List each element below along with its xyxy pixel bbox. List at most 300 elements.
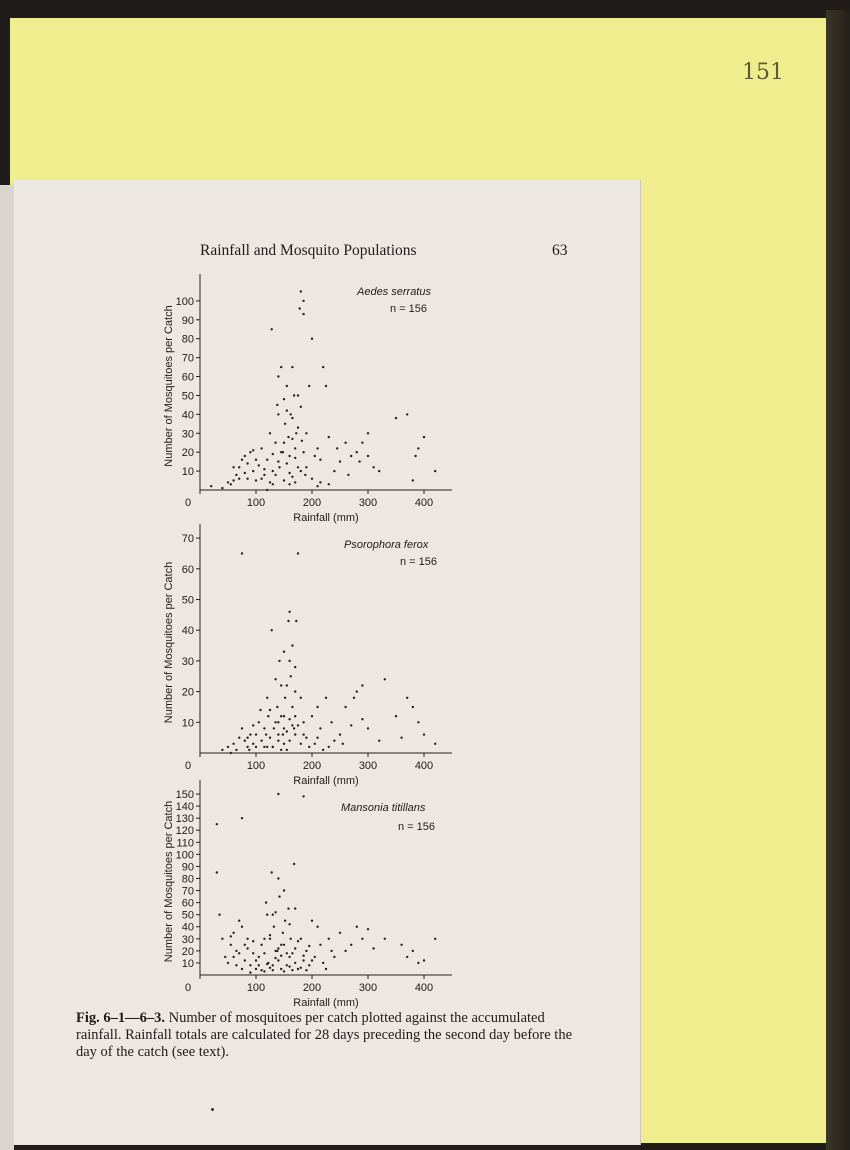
data-point [308, 385, 310, 387]
data-point [263, 746, 265, 748]
data-point [328, 938, 330, 940]
data-point [350, 455, 352, 457]
data-point [290, 413, 292, 415]
data-point [305, 432, 307, 434]
data-point [252, 470, 254, 472]
data-point [227, 481, 229, 483]
data-point [249, 451, 251, 453]
data-point [284, 697, 286, 699]
y-tick-label: 20 [181, 945, 194, 958]
data-point [325, 697, 327, 699]
data-point [235, 964, 237, 966]
data-point [269, 709, 271, 711]
data-point [260, 447, 262, 449]
data-point [297, 466, 299, 468]
data-point [241, 552, 243, 554]
data-point [302, 721, 304, 723]
data-point [283, 398, 285, 400]
data-point [293, 394, 295, 396]
data-point [423, 959, 425, 961]
data-point [266, 746, 268, 748]
data-point [277, 375, 279, 377]
paper-speck [211, 1108, 214, 1111]
data-point [280, 366, 282, 368]
data-point [280, 944, 282, 946]
data-point [266, 459, 268, 461]
data-point [300, 470, 302, 472]
data-point [356, 690, 358, 692]
data-point [305, 969, 307, 971]
data-point [230, 752, 232, 754]
data-point [342, 743, 344, 745]
data-point [221, 749, 223, 751]
x-axis-label: Rainfall (mm) [293, 775, 359, 787]
data-point [286, 385, 288, 387]
data-point [344, 950, 346, 952]
data-point [271, 629, 273, 631]
data-point [246, 947, 248, 949]
data-point [263, 474, 265, 476]
data-point [277, 740, 279, 742]
data-point [311, 478, 313, 480]
data-point [302, 300, 304, 302]
x-tick-label: 200 [302, 982, 322, 994]
data-point [297, 552, 299, 554]
data-point [302, 959, 304, 961]
data-point [244, 455, 246, 457]
data-point [291, 644, 293, 646]
y-tick-label: 60 [181, 371, 194, 384]
data-point [412, 706, 414, 708]
y-tick-label: 150 [175, 789, 194, 802]
data-point [280, 451, 282, 453]
data-point [266, 697, 268, 699]
data-point [246, 737, 248, 739]
data-point [297, 940, 299, 942]
x-tick-label: 100 [246, 760, 266, 772]
data-point [291, 969, 293, 971]
data-point [400, 737, 402, 739]
data-point [232, 466, 234, 468]
data-point [395, 417, 397, 419]
data-point [272, 483, 274, 485]
data-point [232, 956, 234, 958]
data-point [266, 963, 268, 965]
data-point [277, 413, 279, 415]
scatter-panel-1 [163, 274, 452, 524]
data-point [412, 479, 414, 481]
data-point [288, 483, 290, 485]
data-point [288, 965, 290, 967]
data-point [294, 481, 296, 483]
y-tick-label: 50 [181, 594, 194, 607]
data-point [308, 746, 310, 748]
data-point [367, 727, 369, 729]
data-point [283, 715, 285, 717]
data-point [291, 417, 293, 419]
data-point [322, 962, 324, 964]
data-point [311, 338, 313, 340]
data-point [361, 718, 363, 720]
data-point [305, 737, 307, 739]
data-point [277, 793, 279, 795]
data-point [274, 950, 276, 952]
data-point [216, 823, 218, 825]
data-point [244, 740, 246, 742]
data-point [249, 971, 251, 973]
y-tick-label: 60 [181, 563, 194, 576]
y-tick-label: 10 [181, 466, 194, 479]
data-point [356, 451, 358, 453]
data-point [284, 920, 286, 922]
data-point [297, 724, 299, 726]
data-point [272, 470, 274, 472]
data-point [378, 470, 380, 472]
data-point [311, 715, 313, 717]
data-point [269, 934, 271, 936]
data-point [293, 863, 295, 865]
data-point [255, 459, 257, 461]
data-point [277, 877, 279, 879]
data-point [271, 328, 273, 330]
data-point [372, 947, 374, 949]
data-point [300, 406, 302, 408]
data-point [304, 474, 306, 476]
data-point [293, 727, 295, 729]
data-point [267, 715, 269, 717]
data-point [353, 697, 355, 699]
data-point [283, 944, 285, 946]
data-point [280, 749, 282, 751]
data-point [330, 950, 332, 952]
data-point [288, 455, 290, 457]
data-point [274, 911, 276, 913]
data-point [314, 455, 316, 457]
y-tick-label: 50 [181, 390, 194, 403]
data-point [258, 956, 260, 958]
data-point [241, 926, 243, 928]
x-tick-label: 300 [358, 982, 378, 994]
data-point [319, 944, 321, 946]
data-point [311, 920, 313, 922]
data-point [291, 706, 293, 708]
data-point [291, 952, 293, 954]
data-point [260, 740, 262, 742]
x-tick-label: 300 [358, 497, 378, 509]
data-point [294, 447, 296, 449]
data-point [412, 950, 414, 952]
data-point [339, 733, 341, 735]
data-point [302, 451, 304, 453]
data-point [302, 733, 304, 735]
data-point [350, 724, 352, 726]
data-point [274, 474, 276, 476]
data-point [417, 962, 419, 964]
data-point [274, 721, 276, 723]
x-tick-label: 400 [414, 760, 434, 772]
data-point [288, 740, 290, 742]
data-point [255, 746, 257, 748]
data-point [325, 385, 327, 387]
data-point [280, 684, 282, 686]
data-point [263, 938, 265, 940]
data-point [406, 697, 408, 699]
paper-page [14, 180, 640, 1145]
data-point [277, 959, 279, 961]
data-point [417, 721, 419, 723]
sample-size-annotation: n = 156 [390, 303, 428, 315]
data-point [221, 487, 223, 489]
y-tick-label: 140 [175, 801, 194, 814]
y-tick-label: 30 [181, 933, 194, 946]
x-tick-label: 300 [358, 760, 378, 772]
data-point [288, 923, 290, 925]
y-tick-label: 40 [181, 921, 194, 934]
scatter-panel-2 [163, 524, 452, 787]
data-point [278, 466, 280, 468]
data-point [395, 715, 397, 717]
y-tick-label: 100 [175, 849, 194, 862]
data-point [230, 483, 232, 485]
data-point [258, 721, 260, 723]
data-point [258, 964, 260, 966]
y-tick-label: 70 [181, 885, 194, 898]
data-point [291, 724, 293, 726]
data-point [288, 956, 290, 958]
data-point [252, 743, 254, 745]
y-tick-label: 70 [181, 352, 194, 365]
y-tick-label: 90 [181, 314, 194, 327]
data-point [246, 938, 248, 940]
scatter-panel-3 [163, 780, 452, 1009]
data-point [361, 442, 363, 444]
data-point [249, 964, 251, 966]
data-point [314, 743, 316, 745]
data-point [333, 470, 335, 472]
data-point [280, 955, 282, 957]
data-point [277, 947, 279, 949]
data-point [265, 901, 267, 903]
y-tick-label: 70 [181, 533, 194, 546]
data-point [305, 950, 307, 952]
data-point [344, 706, 346, 708]
data-point [350, 944, 352, 946]
data-point [227, 746, 229, 748]
data-point [330, 721, 332, 723]
data-point [274, 678, 276, 680]
x-tick-label: 400 [414, 497, 434, 509]
data-point [302, 795, 304, 797]
data-point [294, 457, 296, 459]
data-point [255, 733, 257, 735]
data-point [406, 413, 408, 415]
data-point [273, 926, 275, 928]
data-point [423, 733, 425, 735]
y-tick-label: 110 [176, 837, 194, 850]
data-point [308, 964, 310, 966]
x-tick-label: 100 [246, 982, 266, 994]
data-point [244, 944, 246, 946]
data-point [230, 935, 232, 937]
data-point [263, 727, 265, 729]
x-axis-label: Rainfall (mm) [293, 997, 359, 1009]
data-point [361, 938, 363, 940]
data-point [255, 479, 257, 481]
panel-title: Psorophora ferox [344, 539, 429, 551]
data-point [227, 962, 229, 964]
y-axis-label: Number of Mosquitoes per Catch [163, 800, 175, 963]
data-point [269, 967, 271, 969]
x-tick-label: 100 [246, 497, 266, 509]
data-point [302, 955, 304, 957]
data-point [272, 964, 274, 966]
data-point [277, 721, 279, 723]
data-point [311, 959, 313, 961]
data-point [288, 660, 290, 662]
data-point [249, 733, 251, 735]
data-point [266, 489, 268, 491]
y-tick-label: 10 [181, 957, 194, 970]
data-point [378, 740, 380, 742]
data-point [260, 478, 262, 480]
data-point [384, 678, 386, 680]
data-point [282, 932, 284, 934]
underlying-page-edge [0, 185, 14, 1150]
y-tick-label: 30 [181, 655, 194, 668]
data-point [286, 462, 288, 464]
data-point [272, 969, 274, 971]
data-point [302, 313, 304, 315]
data-point [255, 959, 257, 961]
data-point [238, 952, 240, 954]
data-point [300, 967, 302, 969]
data-point [252, 724, 254, 726]
data-point [216, 871, 218, 873]
data-point [235, 474, 237, 476]
data-point [300, 743, 302, 745]
data-point [372, 466, 374, 468]
sample-size-annotation: n = 156 [398, 821, 436, 833]
data-point [238, 737, 240, 739]
data-point [299, 307, 301, 309]
data-point [300, 290, 302, 292]
data-point [319, 459, 321, 461]
y-tick-label: 40 [181, 625, 194, 638]
y-tick-label: 10 [181, 717, 194, 730]
data-point [283, 889, 285, 891]
data-point [288, 472, 290, 474]
data-point [210, 485, 212, 487]
data-point [224, 956, 226, 958]
data-point [301, 440, 303, 442]
data-point [232, 932, 234, 934]
data-point [361, 684, 363, 686]
data-point [244, 959, 246, 961]
back-page-number: 151 [742, 60, 784, 85]
x-axis-label: Rainfall (mm) [293, 512, 359, 524]
y-tick-label: 100 [175, 295, 194, 308]
data-point [246, 462, 248, 464]
data-point [406, 956, 408, 958]
data-point [316, 737, 318, 739]
data-point [284, 423, 286, 425]
data-point [290, 675, 292, 677]
data-point [384, 938, 386, 940]
data-point [414, 455, 416, 457]
data-point [314, 956, 316, 958]
data-point [417, 447, 419, 449]
sample-size-annotation: n = 156 [400, 556, 438, 568]
data-point [288, 718, 290, 720]
data-point [286, 730, 288, 732]
data-point [248, 749, 250, 751]
data-point [367, 928, 369, 930]
data-point [273, 727, 275, 729]
data-point [244, 472, 246, 474]
x-tick-label: 200 [302, 497, 322, 509]
data-point [241, 817, 243, 819]
data-point [277, 733, 279, 735]
data-point [235, 950, 237, 952]
data-point [291, 366, 293, 368]
data-point [294, 666, 296, 668]
y-tick-label: 20 [181, 686, 194, 699]
data-point [316, 447, 318, 449]
y-tick-label: 130 [175, 813, 194, 826]
data-point [276, 706, 278, 708]
data-point [305, 466, 307, 468]
data-point [241, 459, 243, 461]
y-tick-label: 50 [181, 909, 194, 922]
data-point [356, 926, 358, 928]
y-axis-label: Number of Mosquitoes per Catch [163, 305, 175, 467]
data-point [235, 749, 237, 751]
data-point [265, 733, 267, 735]
data-point [286, 952, 288, 954]
data-point [252, 952, 254, 954]
data-point [274, 442, 276, 444]
data-point [272, 746, 274, 748]
data-point [308, 945, 310, 947]
data-point [319, 481, 321, 483]
data-point [283, 970, 285, 972]
data-point [295, 432, 297, 434]
data-point [319, 727, 321, 729]
data-point [255, 968, 257, 970]
data-point [280, 715, 282, 717]
data-point [322, 749, 324, 751]
data-point [241, 727, 243, 729]
data-point [278, 660, 280, 662]
y-tick-label: 40 [181, 409, 194, 422]
y-tick-label: 60 [181, 897, 194, 910]
data-point [316, 926, 318, 928]
data-point [218, 914, 220, 916]
data-point [260, 944, 262, 946]
y-tick-label: 30 [181, 428, 194, 441]
data-point [274, 957, 276, 959]
data-point [328, 483, 330, 485]
data-point [269, 737, 271, 739]
page-number: 63 [552, 242, 568, 259]
y-tick-label: 20 [181, 447, 194, 460]
data-point [269, 481, 271, 483]
data-point [322, 366, 324, 368]
data-point [283, 442, 285, 444]
data-point [221, 938, 223, 940]
data-point [246, 478, 248, 480]
data-point [232, 479, 234, 481]
